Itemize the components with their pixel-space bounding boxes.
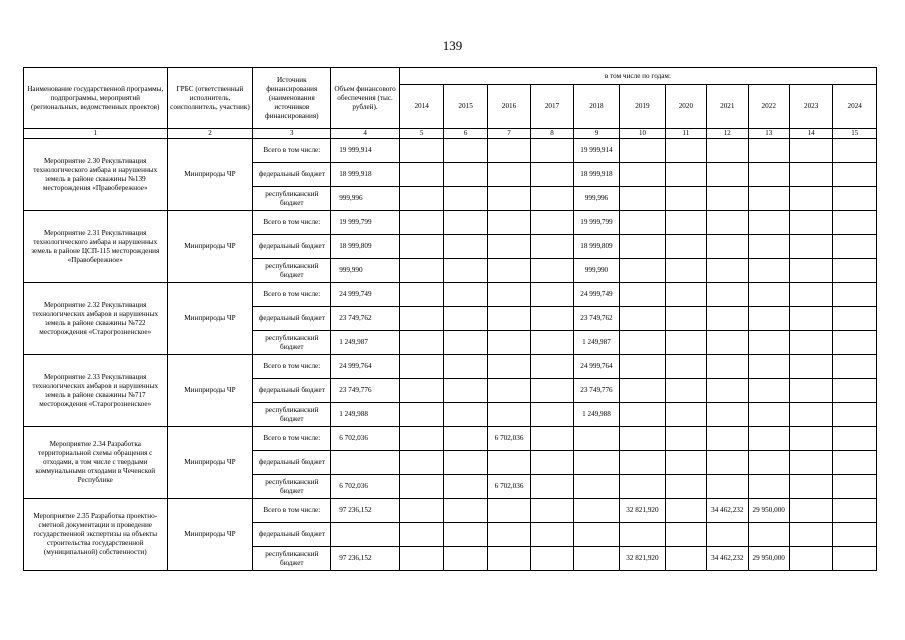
year-value bbox=[833, 427, 877, 451]
funding-source: Всего в том числе: bbox=[253, 283, 331, 307]
funding-source: республиканский бюджет bbox=[253, 187, 331, 211]
year-value bbox=[665, 427, 706, 451]
funding-volume: 19 999,799 bbox=[331, 211, 400, 235]
column-numbers-row bbox=[24, 129, 877, 139]
funding-volume: 23 749,776 bbox=[331, 379, 400, 403]
column-number: 10 bbox=[620, 129, 665, 139]
year-value bbox=[665, 139, 706, 163]
column-number: 7 bbox=[487, 129, 530, 139]
year-value bbox=[531, 427, 573, 451]
year-value: 1 249,988 bbox=[573, 403, 619, 427]
funding-volume: 1 249,987 bbox=[331, 331, 400, 355]
year-value bbox=[707, 307, 748, 331]
header-year: 2022 bbox=[748, 85, 789, 129]
year-value bbox=[620, 451, 665, 475]
year-value bbox=[789, 523, 832, 547]
year-value: 32 821,920 bbox=[620, 499, 665, 523]
year-value bbox=[531, 403, 573, 427]
column-number: 14 bbox=[789, 129, 832, 139]
funding-volume: 6 702,036 bbox=[331, 475, 400, 499]
header-year: 2017 bbox=[531, 85, 573, 129]
year-value bbox=[665, 403, 706, 427]
column-number: 9 bbox=[573, 129, 619, 139]
year-value bbox=[789, 307, 832, 331]
year-value bbox=[620, 187, 665, 211]
funding-volume: 999,996 bbox=[331, 187, 400, 211]
year-value bbox=[665, 307, 706, 331]
year-value bbox=[531, 307, 573, 331]
year-value bbox=[531, 259, 573, 283]
year-value bbox=[487, 499, 530, 523]
funding-volume: 999,990 bbox=[331, 259, 400, 283]
year-value bbox=[748, 163, 789, 187]
year-value bbox=[748, 451, 789, 475]
funding-volume bbox=[331, 523, 400, 547]
column-number: 1 bbox=[24, 129, 168, 139]
year-value bbox=[399, 427, 443, 451]
header-year: 2021 bbox=[707, 85, 748, 129]
year-value bbox=[399, 235, 443, 259]
year-value bbox=[707, 355, 748, 379]
funding-source: федеральный бюджет bbox=[253, 451, 331, 475]
year-value bbox=[487, 331, 530, 355]
funding-volume: 18 999,918 bbox=[331, 163, 400, 187]
year-value bbox=[833, 475, 877, 499]
year-value: 19 999,799 bbox=[573, 211, 619, 235]
year-value bbox=[789, 355, 832, 379]
year-value bbox=[833, 403, 877, 427]
year-value bbox=[399, 307, 443, 331]
year-value bbox=[665, 547, 706, 571]
year-value bbox=[707, 211, 748, 235]
year-value bbox=[487, 379, 530, 403]
funding-source: федеральный бюджет bbox=[253, 235, 331, 259]
header-grbs: ГРБС (ответственный исполнитель, соисполнитель, участник) bbox=[167, 68, 253, 129]
year-value bbox=[833, 355, 877, 379]
funding-source: федеральный бюджет bbox=[253, 307, 331, 331]
year-value bbox=[789, 403, 832, 427]
year-value bbox=[620, 427, 665, 451]
year-value bbox=[487, 547, 530, 571]
year-value bbox=[444, 211, 487, 235]
year-value bbox=[487, 163, 530, 187]
year-value bbox=[665, 499, 706, 523]
year-value bbox=[707, 379, 748, 403]
year-value bbox=[573, 475, 619, 499]
year-value bbox=[707, 139, 748, 163]
column-number: 2 bbox=[167, 129, 253, 139]
year-value bbox=[620, 139, 665, 163]
year-value bbox=[399, 163, 443, 187]
year-value bbox=[707, 235, 748, 259]
year-value bbox=[444, 499, 487, 523]
header-year: 2016 bbox=[487, 85, 530, 129]
year-value bbox=[833, 451, 877, 475]
funding-source: Всего в том числе: bbox=[253, 499, 331, 523]
year-value bbox=[444, 187, 487, 211]
year-value bbox=[444, 451, 487, 475]
year-value bbox=[531, 283, 573, 307]
year-value bbox=[444, 331, 487, 355]
measure-name: Мероприятие 2.35 Разработка проектно-сметной документации и проведение государственной экспертизы на объекты строительства государственной (муниципальной) собственности) bbox=[24, 499, 168, 571]
year-value bbox=[531, 331, 573, 355]
year-value bbox=[833, 499, 877, 523]
year-value bbox=[620, 331, 665, 355]
column-number: 13 bbox=[748, 129, 789, 139]
year-value bbox=[573, 499, 619, 523]
year-value bbox=[399, 499, 443, 523]
measure-grbs: Минприроды ЧР bbox=[167, 355, 253, 427]
year-value bbox=[531, 187, 573, 211]
page-number: 139 bbox=[442, 38, 463, 53]
year-value bbox=[399, 331, 443, 355]
year-value bbox=[444, 235, 487, 259]
year-value bbox=[399, 523, 443, 547]
year-value bbox=[748, 403, 789, 427]
year-value bbox=[399, 259, 443, 283]
year-value bbox=[399, 451, 443, 475]
year-value bbox=[531, 139, 573, 163]
year-value bbox=[833, 331, 877, 355]
year-value bbox=[707, 283, 748, 307]
header-name: Наименование государственной программы, подпрограммы, мероприятий (региональных, ведомственных проектов) bbox=[24, 68, 168, 129]
year-value bbox=[620, 355, 665, 379]
measure-grbs: Минприроды ЧР bbox=[167, 211, 253, 283]
header-year: 2023 bbox=[789, 85, 832, 129]
year-value bbox=[833, 283, 877, 307]
funding-volume: 97 236,152 bbox=[331, 499, 400, 523]
year-value bbox=[707, 427, 748, 451]
year-value: 18 999,809 bbox=[573, 235, 619, 259]
year-value: 6 702,036 bbox=[487, 427, 530, 451]
year-value bbox=[620, 283, 665, 307]
header-volume: Объем финансового обеспечения (тыс. рублей). bbox=[331, 68, 400, 129]
year-value bbox=[789, 379, 832, 403]
header-year: 2014 bbox=[399, 85, 443, 129]
year-value bbox=[444, 139, 487, 163]
year-value bbox=[444, 403, 487, 427]
year-value bbox=[399, 211, 443, 235]
year-value bbox=[665, 259, 706, 283]
year-value: 29 950,000 bbox=[748, 499, 789, 523]
year-value bbox=[399, 283, 443, 307]
year-value bbox=[620, 403, 665, 427]
year-value bbox=[748, 427, 789, 451]
year-value bbox=[573, 427, 619, 451]
year-value bbox=[399, 187, 443, 211]
funding-source: республиканский бюджет bbox=[253, 331, 331, 355]
table-row bbox=[24, 499, 877, 523]
year-value bbox=[789, 451, 832, 475]
year-value bbox=[665, 187, 706, 211]
year-value bbox=[444, 379, 487, 403]
year-value bbox=[487, 283, 530, 307]
year-value bbox=[487, 139, 530, 163]
column-number: 15 bbox=[833, 129, 877, 139]
year-value bbox=[399, 475, 443, 499]
year-value bbox=[444, 547, 487, 571]
year-value bbox=[748, 187, 789, 211]
year-value bbox=[665, 475, 706, 499]
year-value bbox=[748, 355, 789, 379]
header-year: 2018 bbox=[573, 85, 619, 129]
year-value bbox=[748, 307, 789, 331]
year-value bbox=[789, 211, 832, 235]
year-value bbox=[789, 139, 832, 163]
column-number: 12 bbox=[707, 129, 748, 139]
year-value bbox=[833, 211, 877, 235]
year-value bbox=[665, 523, 706, 547]
year-value bbox=[444, 163, 487, 187]
funding-volume: 97 236,152 bbox=[331, 547, 400, 571]
table-row bbox=[24, 355, 877, 379]
year-value: 999,996 bbox=[573, 187, 619, 211]
header-year: 2020 bbox=[665, 85, 706, 129]
year-value bbox=[833, 547, 877, 571]
year-value bbox=[789, 283, 832, 307]
measure-name: Мероприятие 2.33 Рекультивация технологических амбаров и нарушенных земель в районе скважины №717 месторождения «Старогрозненское» bbox=[24, 355, 168, 427]
funding-source: федеральный бюджет bbox=[253, 163, 331, 187]
column-number: 8 bbox=[531, 129, 573, 139]
funding-source: республиканский бюджет bbox=[253, 259, 331, 283]
year-value bbox=[789, 259, 832, 283]
header-source: Источник финансирования (наименования источников финансирования) bbox=[253, 68, 331, 129]
year-value bbox=[665, 355, 706, 379]
table-body bbox=[24, 139, 877, 571]
funding-source: федеральный бюджет bbox=[253, 379, 331, 403]
year-value bbox=[487, 211, 530, 235]
year-value: 34 462,232 bbox=[707, 499, 748, 523]
year-value bbox=[748, 235, 789, 259]
year-value bbox=[399, 403, 443, 427]
funding-volume: 24 999,749 bbox=[331, 283, 400, 307]
year-value bbox=[620, 235, 665, 259]
column-number: 4 bbox=[331, 129, 400, 139]
year-value bbox=[748, 211, 789, 235]
funding-volume: 1 249,988 bbox=[331, 403, 400, 427]
funding-source: Всего в том числе: bbox=[253, 211, 331, 235]
year-value: 999,990 bbox=[573, 259, 619, 283]
year-value bbox=[399, 379, 443, 403]
year-value bbox=[487, 523, 530, 547]
column-number: 3 bbox=[253, 129, 331, 139]
year-value bbox=[789, 475, 832, 499]
year-value bbox=[573, 523, 619, 547]
year-value bbox=[833, 259, 877, 283]
year-value bbox=[444, 307, 487, 331]
table-row bbox=[24, 283, 877, 307]
year-value bbox=[531, 235, 573, 259]
funding-table bbox=[23, 67, 877, 571]
year-value: 19 999,914 bbox=[573, 139, 619, 163]
measure-name: Мероприятие 2.32 Рекультивация технологических амбаров и нарушенных земель в районе скважины №722 месторождения «Старогрозненское» bbox=[24, 283, 168, 355]
year-value bbox=[620, 523, 665, 547]
measure-grbs: Минприроды ЧР bbox=[167, 283, 253, 355]
year-value: 1 249,987 bbox=[573, 331, 619, 355]
year-value bbox=[620, 475, 665, 499]
measure-name: Мероприятие 2.31 Рекультивация технологического амбара и нарушенных земель в районе ЦСП-115 месторождения «Правобережное» bbox=[24, 211, 168, 283]
year-value bbox=[833, 523, 877, 547]
funding-source: республиканский бюджет bbox=[253, 475, 331, 499]
year-value bbox=[620, 259, 665, 283]
column-number: 11 bbox=[665, 129, 706, 139]
measure-name: Мероприятие 2.30 Рекультивация технологического амбара и нарушенных земель в районе скважины №139 месторождения «Правобережное» bbox=[24, 139, 168, 211]
year-value bbox=[531, 499, 573, 523]
funding-volume: 19 999,914 bbox=[331, 139, 400, 163]
funding-volume bbox=[331, 451, 400, 475]
year-value bbox=[444, 283, 487, 307]
year-value bbox=[620, 163, 665, 187]
year-value bbox=[399, 355, 443, 379]
year-value bbox=[665, 379, 706, 403]
year-value bbox=[748, 379, 789, 403]
year-value bbox=[573, 451, 619, 475]
year-value bbox=[487, 451, 530, 475]
year-value bbox=[748, 283, 789, 307]
year-value bbox=[487, 187, 530, 211]
year-value bbox=[748, 139, 789, 163]
table-row bbox=[24, 211, 877, 235]
year-value: 29 950,000 bbox=[748, 547, 789, 571]
year-value bbox=[531, 211, 573, 235]
year-value bbox=[789, 499, 832, 523]
funding-source: республиканский бюджет bbox=[253, 547, 331, 571]
year-value bbox=[531, 475, 573, 499]
year-value bbox=[487, 355, 530, 379]
year-value bbox=[789, 331, 832, 355]
year-value bbox=[444, 475, 487, 499]
year-value bbox=[707, 451, 748, 475]
year-value bbox=[531, 523, 573, 547]
year-value bbox=[620, 307, 665, 331]
year-value bbox=[833, 235, 877, 259]
year-value bbox=[665, 163, 706, 187]
year-value bbox=[487, 403, 530, 427]
year-value bbox=[444, 427, 487, 451]
year-value bbox=[444, 523, 487, 547]
funding-volume: 6 702,036 bbox=[331, 427, 400, 451]
year-value bbox=[444, 355, 487, 379]
year-value bbox=[707, 523, 748, 547]
year-value bbox=[707, 331, 748, 355]
year-value bbox=[833, 187, 877, 211]
year-value bbox=[399, 139, 443, 163]
year-value bbox=[665, 211, 706, 235]
year-value bbox=[833, 163, 877, 187]
year-value bbox=[789, 163, 832, 187]
year-value bbox=[620, 211, 665, 235]
year-value bbox=[487, 259, 530, 283]
year-value bbox=[707, 187, 748, 211]
year-value: 23 749,776 bbox=[573, 379, 619, 403]
year-value bbox=[707, 259, 748, 283]
year-value bbox=[531, 163, 573, 187]
year-value bbox=[665, 283, 706, 307]
column-number: 6 bbox=[444, 129, 487, 139]
year-value bbox=[707, 163, 748, 187]
year-value bbox=[748, 259, 789, 283]
year-value bbox=[748, 331, 789, 355]
measure-grbs: Минприроды ЧР bbox=[167, 427, 253, 499]
year-value: 23 749,762 bbox=[573, 307, 619, 331]
year-value: 24 999,764 bbox=[573, 355, 619, 379]
funding-source: Всего в том числе: bbox=[253, 427, 331, 451]
year-value bbox=[833, 307, 877, 331]
year-value bbox=[573, 547, 619, 571]
year-value bbox=[833, 379, 877, 403]
year-value: 18 999,918 bbox=[573, 163, 619, 187]
year-value bbox=[665, 235, 706, 259]
funding-source: федеральный бюджет bbox=[253, 523, 331, 547]
year-value bbox=[531, 451, 573, 475]
year-value: 32 821,920 bbox=[620, 547, 665, 571]
measure-name: Мероприятие 2.34 Разработка территориальной схемы обращения с отходами, в том числе с твердыми коммунальными отходами в Чеченской Республике bbox=[24, 427, 168, 499]
year-value bbox=[665, 451, 706, 475]
funding-volume: 24 999,764 bbox=[331, 355, 400, 379]
year-value bbox=[531, 379, 573, 403]
year-value bbox=[748, 523, 789, 547]
measure-grbs: Минприроды ЧР bbox=[167, 139, 253, 211]
year-value bbox=[748, 475, 789, 499]
measure-grbs: Минприроды ЧР bbox=[167, 499, 253, 571]
year-value: 24 999,749 bbox=[573, 283, 619, 307]
year-value bbox=[399, 547, 443, 571]
table-row bbox=[24, 139, 877, 163]
year-value bbox=[789, 427, 832, 451]
header-year: 2024 bbox=[833, 85, 877, 129]
year-value: 6 702,036 bbox=[487, 475, 530, 499]
funding-volume: 23 749,762 bbox=[331, 307, 400, 331]
column-number: 5 bbox=[399, 129, 443, 139]
year-value bbox=[487, 307, 530, 331]
year-value bbox=[665, 331, 706, 355]
year-value bbox=[707, 475, 748, 499]
year-value bbox=[833, 139, 877, 163]
year-value bbox=[789, 235, 832, 259]
year-value bbox=[620, 379, 665, 403]
funding-volume: 18 999,809 bbox=[331, 235, 400, 259]
funding-source: Всего в том числе: bbox=[253, 355, 331, 379]
header-year: 2015 bbox=[444, 85, 487, 129]
funding-source: Всего в том числе: bbox=[253, 139, 331, 163]
funding-source: республиканский бюджет bbox=[253, 403, 331, 427]
table-row bbox=[24, 427, 877, 451]
year-value bbox=[789, 547, 832, 571]
year-value bbox=[487, 235, 530, 259]
year-value bbox=[789, 187, 832, 211]
year-value bbox=[707, 403, 748, 427]
year-value bbox=[531, 355, 573, 379]
year-value: 34 462,232 bbox=[707, 547, 748, 571]
year-value bbox=[444, 259, 487, 283]
header-years-title: в том числе по годам: bbox=[399, 68, 876, 85]
header-year: 2019 bbox=[620, 85, 665, 129]
year-value bbox=[531, 547, 573, 571]
